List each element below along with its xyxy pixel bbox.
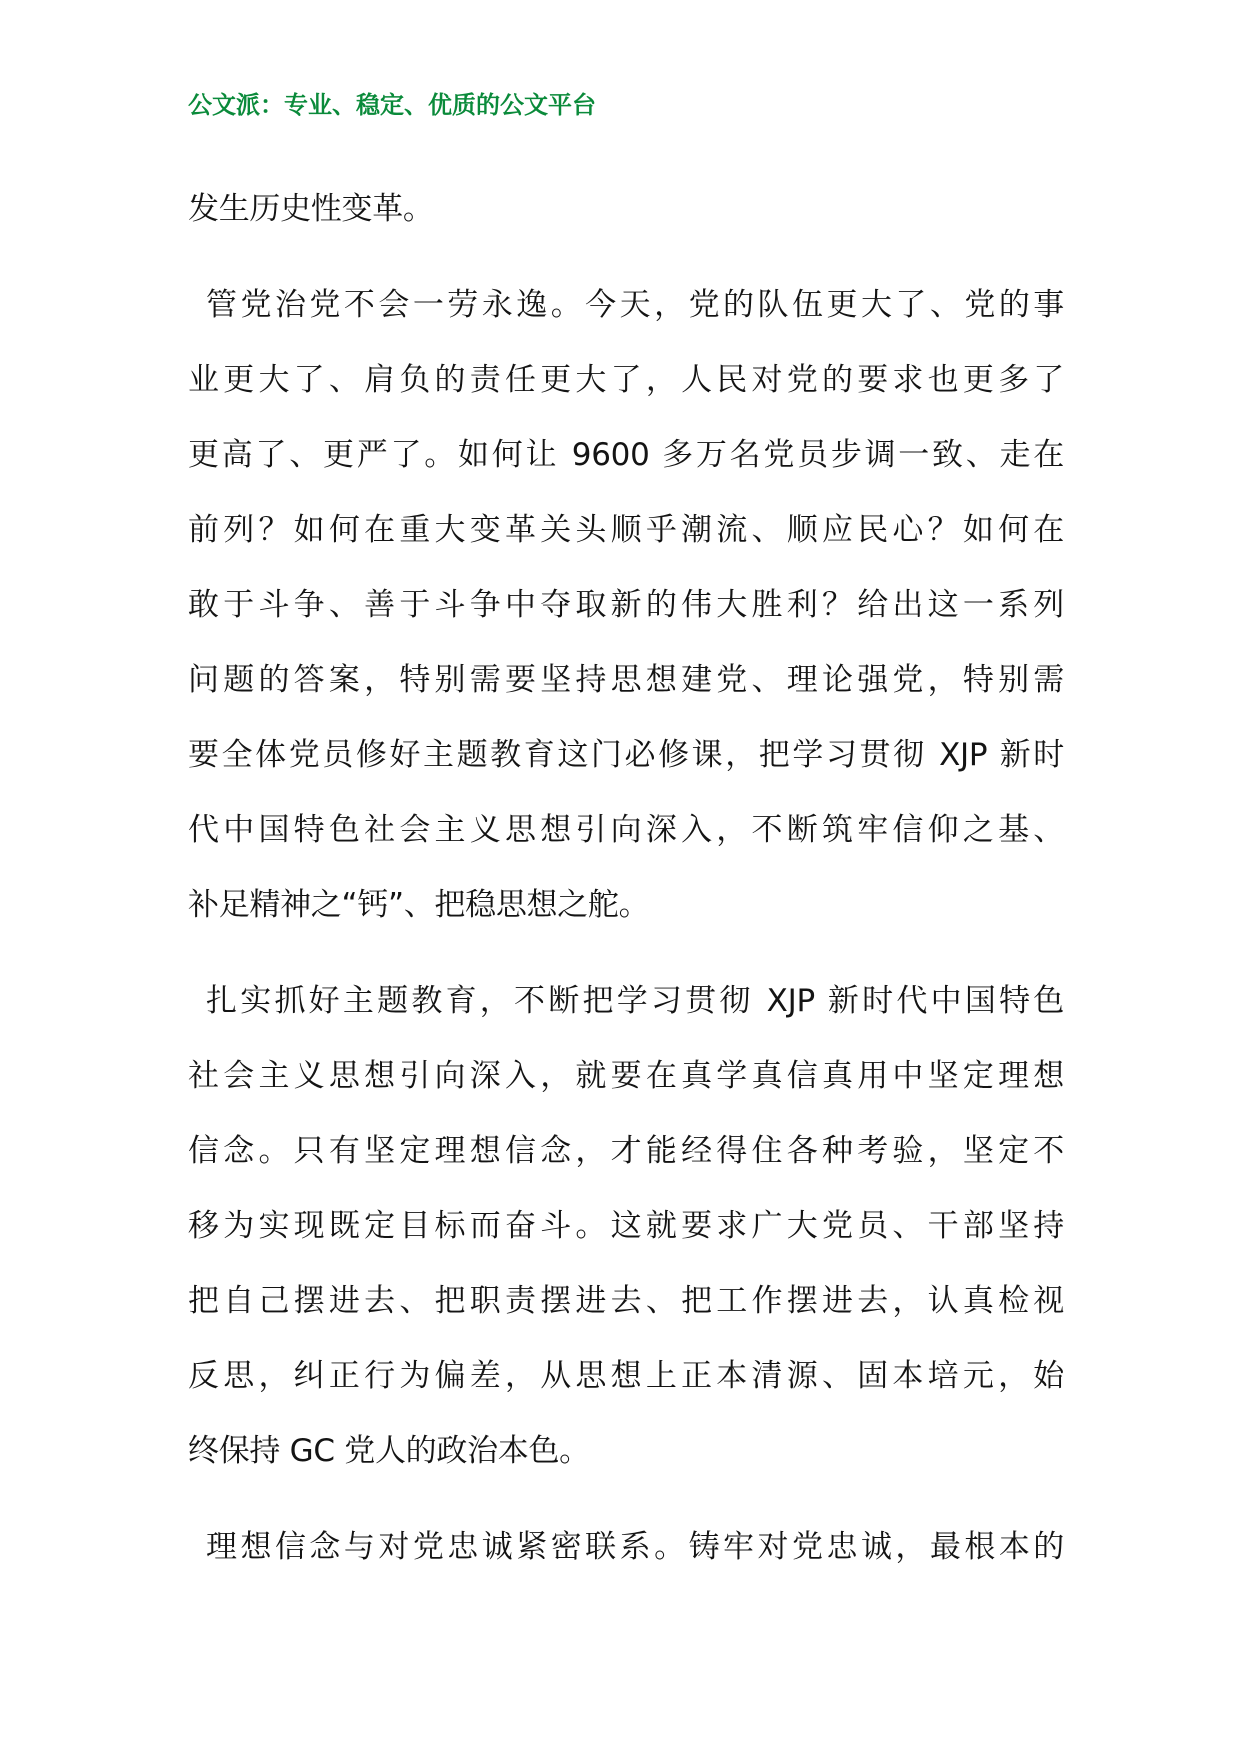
paragraph-line: 业更大了、肩负的责任更大了，人民对党的要求也更多了 [188, 362, 1064, 398]
paragraph-line: 补足精神之“钙”、把稳思想之舵。 [188, 887, 650, 923]
paragraph-line: 敢于斗争、善于斗争中夺取新的伟大胜利？给出这一系列 [188, 587, 1064, 623]
page-header: 公文派：专业、稳定、优质的公文平台 [188, 90, 596, 119]
paragraph-1 [188, 172, 1064, 247]
paragraph-line: 要全体党员修好主题教育这门必修课，把学习贯彻 XJP 新时 [188, 737, 1064, 773]
paragraph-line: 发生历史性变革。 [188, 191, 434, 227]
document-body [188, 172, 1064, 1606]
paragraph-line: 移为实现既定目标而奋斗。这就要求广大党员、干部坚持 [188, 1208, 1064, 1244]
paragraph-line: 问题的答案，特别需要坚持思想建党、理论强党，特别需 [188, 662, 1064, 698]
paragraph-line: 终保持 GC 党人的政治本色。 [188, 1433, 590, 1469]
paragraph-line: 理想信念与对党忠诚紧密联系。铸牢对党忠诚，最根本的 [206, 1529, 1064, 1565]
paragraph-line: 把自己摆进去、把职责摆进去、把工作摆进去，认真检视 [188, 1283, 1064, 1319]
paragraph-line: 信念。只有坚定理想信念，才能经得住各种考验，坚定不 [188, 1133, 1064, 1169]
paragraph-line: 管党治党不会一劳永逸。今天，党的队伍更大了、党的事 [206, 287, 1064, 323]
paragraph-line: 社会主义思想引向深入，就要在真学真信真用中坚定理想 [188, 1058, 1064, 1094]
paragraph-4 [188, 1510, 1064, 1585]
paragraph-line: 反思，纠正行为偏差，从思想上正本清源、固本培元，始 [188, 1358, 1064, 1394]
paragraph-line: 扎实抓好主题教育，不断把学习贯彻 XJP 新时代中国特色 [206, 983, 1064, 1019]
paragraph-line: 前列？如何在重大变革关头顺乎潮流、顺应民心？如何在 [188, 512, 1064, 548]
paragraph-2 [188, 268, 1064, 943]
paragraph-3 [188, 964, 1064, 1489]
paragraph-line: 代中国特色社会主义思想引向深入，不断筑牢信仰之基、 [188, 812, 1064, 848]
paragraph-line: 更高了、更严了。如何让 9600 多万名党员步调一致、走在 [188, 437, 1064, 473]
